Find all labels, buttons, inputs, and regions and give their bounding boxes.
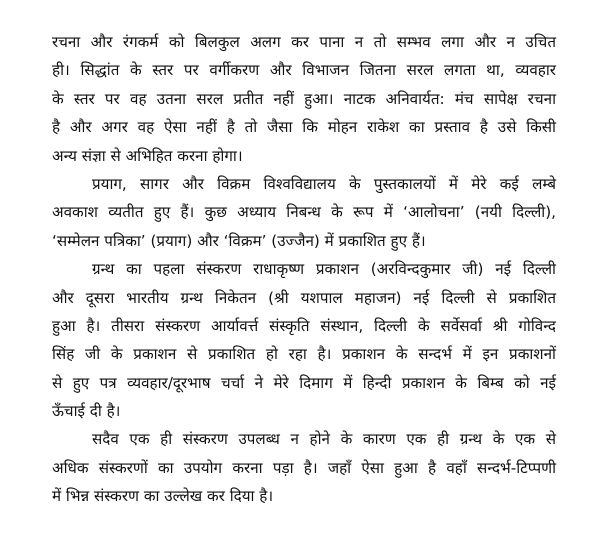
text-line: सदैव एक ही संस्करण उपलब्ध न होने के कारण एक ही ग्रन्थ के एक से [92,430,556,449]
text-line: ही। सिद्धांत के स्तर पर वर्गीकरण और विभाजन जितना सरल लगता था, व्यवहार [52,61,556,80]
text-line: के स्तर पर वह उतना सरल प्रतीत नहीं हुआ। नाटक अनिवार्यत: मंच सापेक्ष रचना [52,89,556,108]
text-line: से हुए पत्र व्यवहार/दूरभाष चर्चा ने मेरे दिमाग में हिन्दी प्रकाशन के बिम्ब को नई [52,373,556,392]
paragraph-1 [52,28,556,170]
paragraph-3 [52,255,556,425]
text-line: ‘सम्मेलन पत्रिका’ (प्रयाग) और ‘विक्रम’ (उज्जैन) में प्रकाशित हुए हैं। [52,231,426,250]
paragraph-2 [52,170,556,255]
text-line: है और अगर वह ऐसा नहीं है तो जैसा कि मोहन राकेश का प्रस्ताव है उसे किसी [52,118,556,137]
text-line: में भिन्न संस्करण का उल्लेख कर दिया है। [52,487,274,506]
text-line: अवकाश व्यतीत हुए हैं। कुछ अध्याय निबन्ध के रूप में ‘आलोचना’ (नयी दिल्ली), [52,203,556,222]
paragraph-4 [52,425,556,510]
document-page [52,28,556,511]
text-line: ग्रन्थ का पहला संस्करण राधाकृष्ण प्रकाशन (अरविन्दकुमार जी) नई दिल्ली [92,260,556,279]
text-line: हुआ है। तीसरा संस्करण आर्यावर्त्त संस्कृति संस्थान, दिल्ली के सर्वेसर्वा श्री गोविन्द [52,316,556,335]
text-line: अन्य संज्ञा से अभिहित करना होगा। [52,146,243,165]
text-line: और दूसरा भारतीय ग्रन्थ निकेतन (श्री यशपाल महाजन) नई दिल्ली से प्रकाशित [52,288,556,307]
text-line: अधिक संस्करणों का उपयोग करना पड़ा है। जहाँ ऐसा हुआ है वहाँ सन्दर्भ-टिप्पणी [52,458,556,477]
text-line: रचना और रंगकर्म को बिलकुल अलग कर पाना न तो सम्भव लगा और न उचित [52,33,556,51]
text-line: प्रयाग, सागर और विक्रम विश्वविद्यालय के पुस्तकालयों में मेरे कई लम्बे [92,174,556,193]
text-line: ऊँचाई दी है। [52,402,121,421]
text-line: सिंह जी के प्रकाशन से प्रकाशित हो रहा है। प्रकाशन के सन्दर्भ में इन प्रकाशनों [52,345,556,364]
